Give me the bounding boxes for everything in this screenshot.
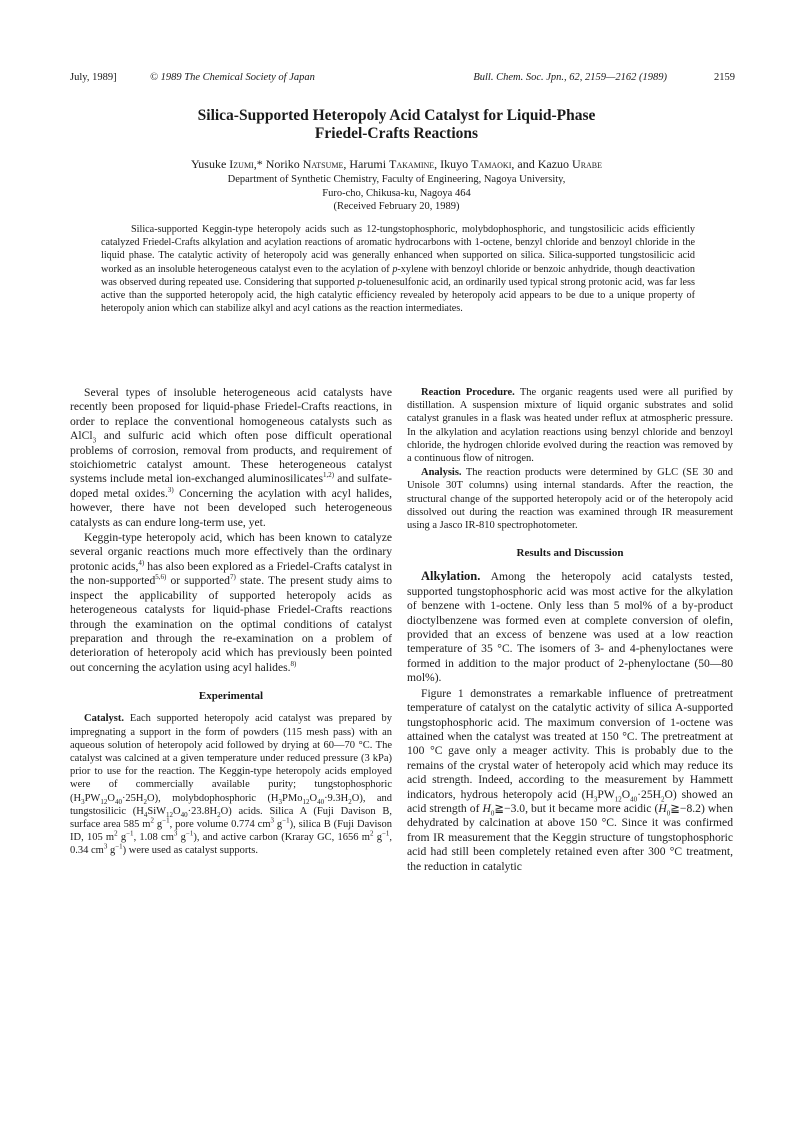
affiliation-address: Furo-cho, Chikusa-ku, Nagoya 464 bbox=[322, 187, 471, 199]
reaction-procedure-paragraph: Reaction Procedure. The organic reagents used were all purified by distillation. A suspension mixture of liquid organic substrates and solid catalyst granules in a flask was heated under reflux at atmospheric pressure. In the alkylation and acylation reactions using benzyl chloride and benzoyl chloride, the hydrogen chloride evolved during the reaction was removed by a continuous flow of nitrogen. bbox=[407, 387, 733, 465]
author-surname: Izumi bbox=[229, 157, 254, 171]
paper-title bbox=[100, 107, 693, 143]
running-head-copyright: © 1989 The Chemical Society of Japan bbox=[150, 72, 315, 83]
alkylation-paragraph: Alkylation. Among the heteropoly acid catalysts tested, supported tungstophosphoric acid was most active for the alkylation of benzene with 1-octene. Only less than 5 mol% of a by-product dioctylbenzene was formed even at complete conversion of olefin, provided that an excess of benzene was used at a low reaction temperature of 35 °C. The isomers of 3- and 4-phenyloctanes were formed in addition to the major product of 2-phenyloctane (50—80 mol%). bbox=[407, 569, 733, 685]
intro-paragraph-2: Keggin-type heteropoly acid, which has been known to catalyze several organic reactions much more effectively than the ordinary protonic acids,$^{4)}$ has also been explored as a Friedel-Crafts catalyst in the non-supported$^{5,6)}$ or supported$^{7)}$ state. The present study aims to inspect the applicability of supported heteropoly acids as heterogeneous catalysts for liquid-phase Friedel-Crafts reactions through the examination on the optimal conditions of catalyst preparation and through the re-examination on a problem of deterioration of heteropoly acid which has previously been pointed out concerning the acylation using acyl halides.$^{8)}$ bbox=[70, 531, 392, 674]
abstract: Silica-supported Keggin-type heteropoly acids such as 12-tungstophosphoric, molybdophosphoric, and tungstosilicic acids efficiently catalyzed Friedel-Crafts alkylation and acylation reactions of aromatic hydrocarbons with 1-octene, benzyl chloride and benzoyl chloride in the liquid phase. The catalytic activity of heteropoly acid was generally enhanced when supported on silica. Silica-supported tungstosilicic acid worked as an insoluble heterogeneous catalyst even to the acylation of p-xylene with benzoyl chloride or benzoic anhydride, though deactivation was observed during repeated use. Considering that supported p-toluenesulfonic acid, an ordinarily used typical strong protonic acid, was far less active than the supported heteropoly acid, the high catalytic efficiency revealed by heteropoly acid appears to be due to a unique property of heteropoly anion which can stabilize alkyl and acyl cations as the reaction intermediates. bbox=[101, 224, 695, 315]
paper-title-line-1: Silica-Supported Heteropoly Acid Catalyst for Liquid-Phase bbox=[197, 107, 596, 124]
author-surname: Takamine bbox=[389, 157, 435, 171]
affiliation-department: Department of Synthetic Chemistry, Faculty of Engineering, Nagoya University, bbox=[227, 174, 566, 185]
right-column bbox=[407, 386, 733, 875]
affiliation bbox=[100, 173, 693, 214]
left-column bbox=[70, 386, 392, 859]
section-heading-results: Results and Discussion bbox=[516, 547, 624, 560]
running-head-page-number: 2159 bbox=[714, 72, 735, 83]
running-head-journal: Bull. Chem. Soc. Jpn., 62, 2159—2162 (1989) bbox=[473, 72, 667, 83]
intro-paragraph-1: Several types of insoluble heterogeneous acid catalysts have recently been proposed for liquid-phase Friedel-Crafts reactions, in order to replace the conventional homogeneous catalysts such as AlCl$_3$ and sulfuric acid which often pose difficult operational problems of corrosion, removal from products, and requirement of stoichiometric catalyst amount. These heterogeneous catalyst systems include metal ion-exchanged aluminosilicates$^{1,2)}$ and sulfate-doped metal oxides.$^{3)}$ Concerning the acylation with acyl halides, however, there have not been developed such heterogeneous catalysts as can endure long-term use, yet. bbox=[70, 386, 392, 529]
received-date: (Received February 20, 1989) bbox=[333, 201, 460, 212]
paper-title-line-2: Friedel-Crafts Reactions bbox=[314, 125, 479, 142]
figure-1-discussion-paragraph: Figure 1 demonstrates a remarkable influence of pretreatment temperature of catalyst on the catalytic activity of silica A-supported tungstophosphoric acid. The maximum conversion of 1-octene was attained when the catalyst was treated at 150 °C. The pretreatment at 100 °C gave only a meager activity. This is probably due to the remains of the crystal water of heteropoly acid which may reduce its acid strength. Indeed, according to the measurement by Hammett indicators, hydrous heteropoly acid $(H_3PW_{12}O_{40}\cdot 25H_2O)$ showed an acid strength of $H_0≧-3.0$, but it became more acidic $(H_0≧-8.2)$ when dehydrated by calcination at above 150 °C. Since it was confirmed from IR measurement that the Keggin structure of tungstophosphoric acid had still been completely retained even after 300 °C treatment, the reduction in catalytic bbox=[407, 686, 733, 873]
author-list: Yusuke Izumi,* Noriko Natsume, Harumi Takamine, Ikuyo Tamaoki, and Kazuo Urabe bbox=[190, 157, 603, 171]
running-head bbox=[70, 72, 735, 86]
section-heading-experimental: Experimental bbox=[198, 690, 264, 703]
author-surname: Tamaoki bbox=[471, 157, 512, 171]
analysis-paragraph: Analysis. The reaction products were determined by GLC (SE 30 and Unisole 30T columns) using internal standards. After the reaction, the structural change of the supported heteropoly acid or of the heteropoly acid dissolved out during the reaction was examined through IR measurement using a Jasco IR-810 spectrophotometer. bbox=[407, 467, 733, 532]
author-surname: Urabe bbox=[572, 157, 603, 171]
running-head-date: July, 1989] bbox=[70, 72, 117, 83]
author-surname: Natsume bbox=[302, 157, 344, 171]
catalyst-paragraph: Catalyst. Each supported heteropoly acid catalyst was prepared by impregnating a support in the form of powders (115 mesh pass) with an aqueous solution of heteropoly acid followed by drying at 60—70 °C. The catalyst was calcined at a given temperature under reduced pressure (3 kPa) prior to use for the reaction. The Keggin-type heteropoly acids employed were of commercially available purity; tungstophosphoric $(H_3PW_{12}O_{40}\cdot 25H_2O)$, molybdophosphoric $(H_3PMo_{12}O_{40}\cdot 9.3H_2O)$, and tungstosilicic $(H_4SiW_{12}O_{40}\cdot 23.8H_2O)$ acids. Silica A (Fuji Davison B, surface area 585 $m^2$ $g^{-1}$, pore volume 0.774 $cm^3$ $g^{-1}$), silica B (Fuji Davison ID, 105 $m^2$ $g^{-1}$, 1.08 $cm^3$ $g^{-1}$), and active carbon (Kraray GC, 1656 $m^2$ $g^{-1}$, 0.34 $cm^3$ $g^{-1}$) were used as catalyst supports. bbox=[70, 713, 393, 857]
